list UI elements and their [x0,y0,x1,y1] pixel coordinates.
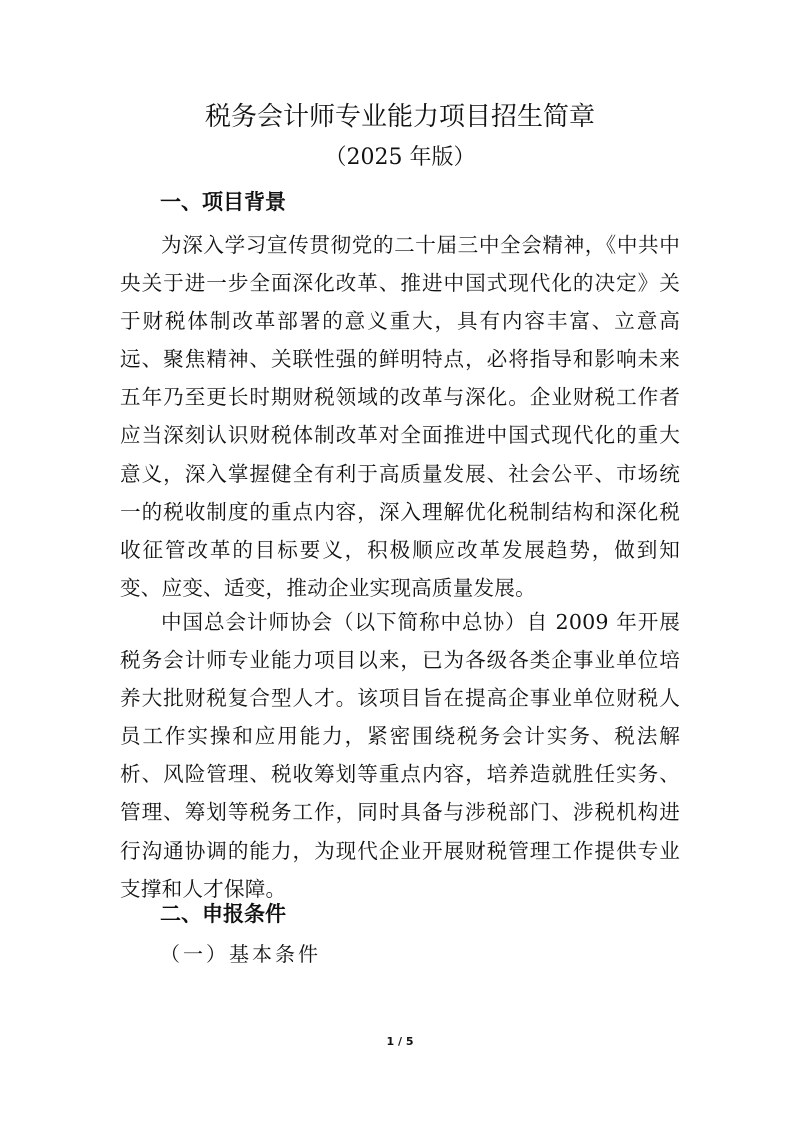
section-heading-background: 一、项目背景 [160,190,286,214]
paragraph-background-2: 中国总会计师协会（以下简称中总协）自 2009 年开展税务会计师专业能力项目以来，已为各级各类企事业单位培养大批财税复合型人才。该项目旨在提高企事业单位财税人员工作实操和应用能力，紧密围绕税务会计实务、税法解析、风险管理、税收筹划等重点内容，培养造就胜任实务、管理、筹划等税务工作，同时具备与涉税部门、涉税机构进行沟通协调的能力，为现代企业开展财税管理工作提供专业支撑和人才保障。 [120,610,680,901]
paragraph-background-1: 为深入学习宣传贯彻党的二十届三中全会精神，《中共中央关于进一步全面深化改革、推进中国式现代化的决定》关于财税体制改革部署的意义重大，具有内容丰富、立意高远、聚焦精神、关联性强的鲜明特点，必将指导和影响未来五年乃至更长时期财税领域的改革与深化。企业财税工作者应当深刻认识财税体制改革对全面推进中国式现代化的重大意义，深入掌握健全有利于高质量发展、社会公平、市场统一的税收制度的重点内容，深入理解优化税制结构和深化税收征管改革的目标要义，积极顺应改革发展趋势，做到知变、应变、适变，推动企业实现高质量发展。 [120,233,680,600]
document-subtitle: （2025 年版） [324,145,476,170]
subsection-heading-basic-conditions: （一）基本条件 [160,942,321,966]
section-heading-requirements: 二、申报条件 [160,902,286,926]
page-number: 1 / 5 [386,1035,414,1048]
document-title: 税务会计师专业能力项目招生简章 [204,102,595,132]
